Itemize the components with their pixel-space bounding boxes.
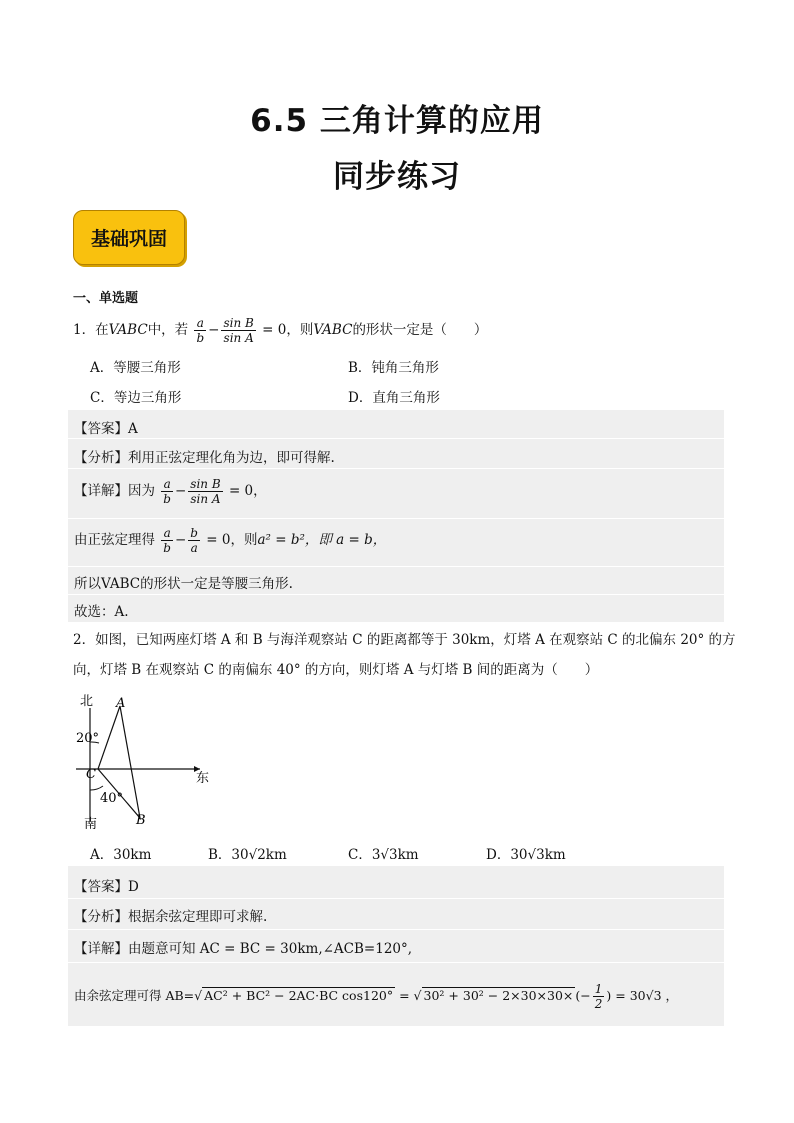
q2-answer-box [68,866,724,1026]
q1-answer: 【答案】A [74,421,138,437]
north-label: 北 [80,694,94,709]
south-label: 南 [84,817,98,830]
q2-option-b: B．30√2km [208,847,287,863]
q1-option-d: D．直角三角形 [348,390,440,406]
east-label: 东 [196,771,210,786]
q1-detail-3: 所以VABC的形状一定是等腰三角形. [74,576,293,592]
q1-answer-box [68,410,724,622]
point-c-label: C [86,767,96,782]
q1-option-c: C．等边三角形 [90,390,182,406]
q2-option-d: D．30√3km [486,847,566,863]
q1-detail-2: 由正弦定理得 $\frac{a}{b}$ − $\frac{b}{a}$ = 0，则a² = b²，即 a = b， [74,526,387,555]
section-badge: 基础巩固 [73,210,185,265]
angle-40-label: 40° [100,791,124,806]
question-2-line-1: 2．如图，已知两座灯塔 A 和 B 与海洋观察站 C 的距离都等于 30km，灯塔 A 在观察站 C 的北偏东 20° 的方 [73,632,736,648]
q2-detail-1: 【详解】由题意可知 AC = BC = 30km,∠ACB=120°, [74,941,413,957]
angle-20-label: 20° [76,731,100,746]
q2-detail-2: 由余弦定理可得 AB=√ AC² + BC² − 2AC·BC cos120° = √ 30² + 30² − 2×30×30× (− $\frac{1}{2}$ ) = 30√3 ， [74,982,679,1011]
section-heading: 一、单选题 [73,291,139,306]
q1-detail-4: 故选：A. [74,604,129,620]
q2-analysis: 【分析】根据余弦定理即可求解. [74,909,268,925]
question-2-line-2: 向，灯塔 B 在观察站 C 的南偏东 40° 的方向，则灯塔 A 与灯塔 B 间的距离为（ ） [73,662,599,678]
q2-figure [70,690,220,830]
point-a-label: A [116,696,126,711]
q2-option-c: C．3√3km [348,847,419,863]
point-b-label: B [136,813,146,828]
page-title: 6.5 三角计算的应用 [250,103,544,139]
q2-answer: 【答案】D [74,879,139,895]
q2-option-a: A．30km [90,847,152,863]
q1-option-b: B．钝角三角形 [348,360,439,376]
q1-analysis: 【分析】利用正弦定理化角为边，即可得解. [74,450,335,466]
q1-option-a: A．等腰三角形 [90,360,181,376]
question-1: 1．在VABC中，若 $\frac{a}{b}$ − $\frac{\text{sin B}}{\text{sin A}}$ = 0，则VABC的形状一定是（ ） [73,316,488,345]
page-subtitle: 同步练习 [333,159,461,195]
q1-detail-1: 【详解】因为 $\frac{a}{b}$ − $\frac{\text{sin B}}{\text{sin A}}$ = 0， [74,477,267,506]
